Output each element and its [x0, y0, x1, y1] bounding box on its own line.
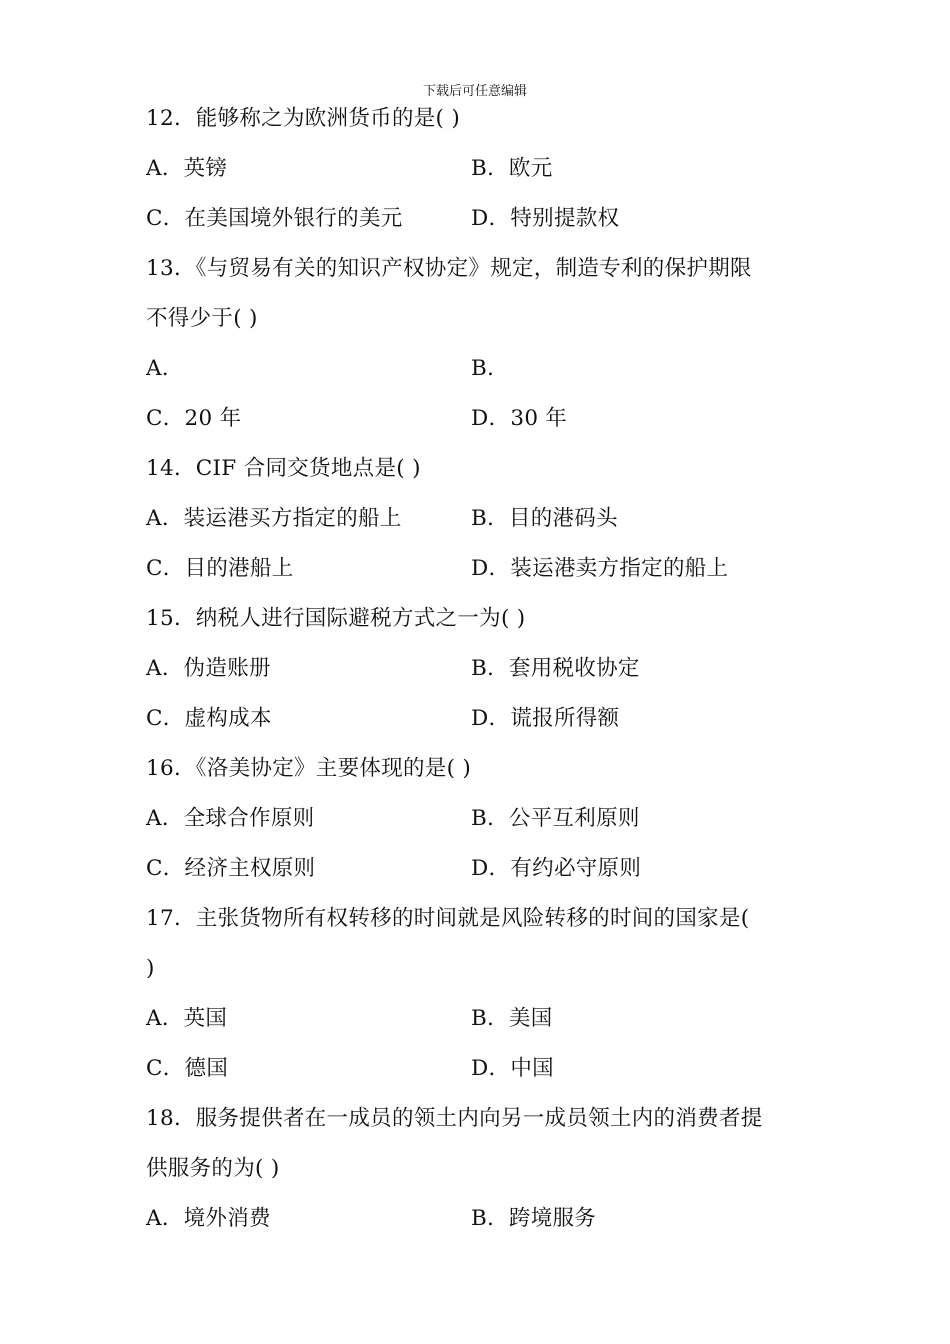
page-header: 下载后可任意编辑 — [422, 84, 527, 99]
question-14-option-c: C．目的港船上 — [146, 556, 294, 581]
question-18-option-b: B．跨境服务 — [471, 1206, 597, 1231]
question-16-option-a: A．全球合作原则 — [146, 806, 315, 831]
question-15-option-c: C．虚构成本 — [146, 706, 272, 731]
question-14-text: 14．CIF 合同交货地点是( ) — [146, 456, 421, 481]
question-15-option-d: D．谎报所得额 — [471, 706, 620, 731]
question-13-option-c: C．20 年 — [146, 406, 242, 431]
question-17-text: 17．主张货物所有权转移的时间就是风险转移的时间的国家是( — [146, 906, 750, 931]
question-16-option-b: B．公平互利原则 — [471, 806, 640, 831]
question-13-option-b: B． — [471, 356, 509, 381]
question-17-option-a: A．英国 — [146, 1006, 228, 1031]
question-16-option-d: D．有约必守原则 — [471, 856, 642, 881]
question-15-option-b: B．套用税收协定 — [471, 656, 640, 681]
question-17-option-d: D．中国 — [471, 1056, 554, 1081]
question-16-text: 16．《洛美协定》主要体现的是( ) — [146, 756, 472, 781]
question-13-option-d: D．30 年 — [471, 406, 568, 431]
question-13-text-cont: 不得少于( ) — [146, 306, 258, 331]
question-12-option-d: D．特别提款权 — [471, 206, 620, 231]
question-18-text: 18．服务提供者在一成员的领土内向另一成员领土内的消费者提 — [146, 1106, 763, 1131]
question-13-text: 13．《与贸易有关的知识产权协定》规定，制造专利的保护期限 — [146, 256, 752, 281]
question-15-option-a: A．伪造账册 — [146, 656, 271, 681]
question-17-option-c: C．德国 — [146, 1056, 229, 1081]
question-17-text-cont: ) — [146, 956, 155, 981]
question-16-option-c: C．经济主权原则 — [146, 856, 316, 881]
question-14-option-d: D．装运港卖方指定的船上 — [471, 556, 729, 581]
question-12-option-a: A．英镑 — [146, 156, 228, 181]
question-18-text-cont: 供服务的为( ) — [146, 1156, 280, 1181]
question-12-text: 12．能够称之为欧洲货币的是( ) — [146, 106, 461, 131]
question-17-option-b: B．美国 — [471, 1006, 553, 1031]
question-12-option-b: B．欧元 — [471, 156, 553, 181]
question-14-option-b: B．目的港码头 — [471, 506, 618, 531]
question-15-text: 15．纳税人进行国际避税方式之一为( ) — [146, 606, 526, 631]
question-14-option-a: A．装运港买方指定的船上 — [146, 506, 402, 531]
question-12-option-c: C．在美国境外银行的美元 — [146, 206, 403, 231]
question-13-option-a: A． — [146, 356, 184, 381]
question-18-option-a: A．境外消费 — [146, 1206, 271, 1231]
